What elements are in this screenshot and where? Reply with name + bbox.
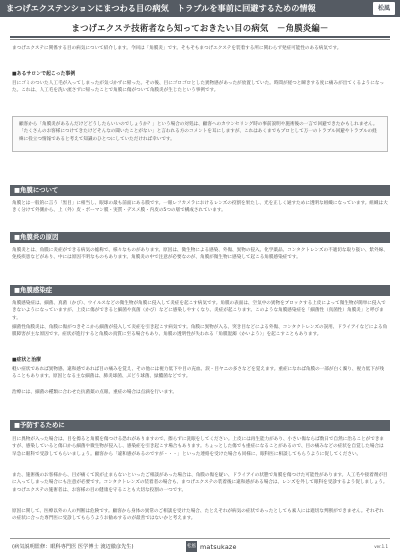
version-label: ver.1.1: [374, 544, 388, 549]
section-cause-body: 角膜炎とは、角膜に炎症ができる病気の総称で、様々なものがあります。原因は、微生物による感染、外傷、異物の侵入、化学薬品、コンタクトレンズの不適切な取り扱い、紫外線、免疫疾患などがあり、中には原因不明なものもあります。角膜炎の中で注意が必要なのが、角膜が微生物に感染して起こる角膜感染症です。: [12, 248, 388, 261]
supervisor-note: (病気説明監修：眼科専門医 医学博士 渡辺徹彦先生): [12, 544, 134, 550]
section-infection-body-2: 細菌性角膜炎は、角膜に傷がつきそこから細菌が侵入して炎症を引き起こす病気です。角膜に異物が入る、突き目などによる外傷、コンタクトレンズの誤用、ドライアイなどによる角膜障害が主な原因です。症状が進行すると角膜の真質に至る場合もあり、角膜の透明性が失われる「角膜混濁（かいよう）」を起こすこともあります。: [12, 325, 388, 338]
page-title: まつげエクステ技術者なら知っておきたい目の病気 －角膜炎編－: [71, 23, 329, 33]
section-infection-body: 角膜感染症は、細菌、真菌（かび）、ウイルスなどの微生物が角膜に侵入して炎症を起こす病気です。角膜の表面は、空気中の異物をブロックする上皮によって微生物が簡単に侵入できないようになっていますが、上皮に傷ができると細菌や真菌（かび）などに感染しやすくなり、炎症が起こります。このような角膜感染症を「細菌性（真菌性）角膜炎」と呼びます。: [12, 301, 386, 321]
section-cornea-body: 角膜とは一般的に言う「黒目」に相当し、眼球の最も前面にある膜です。一眼レフカメラにおけるレンズの役割を果たし、光を正しく通すために透明な組織になっています。組織は大きく分けて外側から、上（外）皮・ボーマン膜・実質・デスメ膜・内皮の5つの層で構成されています。: [12, 201, 388, 214]
title-rule: [10, 36, 390, 38]
intro-paragraph: まつげエクステに関係する目の病気について紹介します。今回は「角膜炎」です。そもそもまつげエクステを装着する所に関わらず発症可能性のある病気です。: [12, 46, 342, 51]
case-heading: ■あるサロンで起こった事例: [12, 71, 76, 77]
symptoms-heading: ■症状と治療: [12, 357, 42, 363]
header-banner: まつげエクステンションにまつわる目の病気 トラブルを事前に回避するための情報: [0, 0, 400, 17]
logo-text: matsukaze: [200, 542, 237, 551]
brand-logo: 松風: [373, 2, 395, 15]
advice-box: 顧客から「角膜炎があるんだけどどうしたらいいのでしょうか？」という場合の対処は、顧客へのカウンセリング時の事前説明や施術後の一言で回避できたかもしれません。「たくさんのお客様につけてきたけどそんなの聞いたことがない」と言われる方のコメントを耳にしますが、これはあくまでもプロとして万一のトラブル回避やトラブルの経緯に役立つ情報であると考えて知識のひとつにしていただければ幸いです。: [12, 116, 388, 152]
footer-rule: [10, 538, 390, 539]
symptoms-body: 軽い症状であれば異物感、違和感であれば目の痛みを覚え、その他には視力低下や目の充血、涙・目ヤニの多さなどを覚えます。重症になれば角膜の一部が白く濁り、視力低下が残ることもあります。原因となる主な細菌は、肺炎球菌、ぶどう球菌、緑膿菌などです。: [12, 367, 385, 380]
symptoms-body-2: 治療には、細菌の種類に合わせた抗菌薬の点眼、重症の場合は点滴を行います。: [12, 390, 178, 395]
title-rule-thin: [10, 39, 390, 40]
footer-logo: [186, 541, 237, 552]
section-infection-heading: ■角膜感染症: [10, 285, 390, 296]
section-cornea-heading: ■角膜について: [10, 185, 390, 196]
section-prevention-heading: ■予防するために: [10, 420, 390, 431]
logo-mark-icon: 松風: [186, 541, 197, 552]
prevention-body-3: 原因に関して、医療以外の人の判断は危険です。顧客から身体の異常のご相談を受けた場合、たとえそれが病気の症状であったとしても素人には適切な判断ができません。それぞれの症状に合った専門医に受診してもらうようお勧めするのが最善ではないかと考えます。: [12, 509, 384, 522]
case-paragraph: 目にゴミのついた人工毛が入ってしまったが気づかずに帰った。その後、目にゴロゴロとした異物感があったが放置していた。時間が経つと瞬きする度に痛みが出てくるようになった。これは、人工毛を洗い流さずに帰ったことで角膜に傷がついて角膜炎が生じたという事例です。: [12, 81, 385, 94]
section-cause-heading: ■角膜炎の原因: [10, 232, 390, 243]
prevention-body-2: また、施術後のお客様から、目が痛くて涙が止まらないといったご相談があった場合は、角膜の傷を疑い、ドライアイの状態で角膜を傷つけた可能性があります。人工毛や接着剤が目に入ってしまった場合にも注意が必要です。コンタクトレンズの装着者の場合も、まつげエクステの装着後に違和感がある場合は、レンズを外して眼科を受診するよう促しましょう。まつげエクステの施術者は、お客様の目の健康を守ることも大切な役割の一つです。: [12, 473, 388, 493]
prevention-body: 目に異物が入った場合は、目を擦ると角膜を傷つける恐れがありますので、擦らずに洗眼をしてください。上皮には再生能力があり、小さい傷ならば数日で自然に治ることができますが、感染していると傷口から細菌や微生物が侵入し、感染症を引き起こす場合もあります。ちょっとした傷でも重症になることがあるので、目の痛みなどの症状を自覚した場合は早急に眼科で受診してもらいましょう。顧客から「違和感があるのですが・・・」といった連絡を受けた場合も同様に、眼科医に相談してもらうように促してください。: [12, 437, 385, 457]
